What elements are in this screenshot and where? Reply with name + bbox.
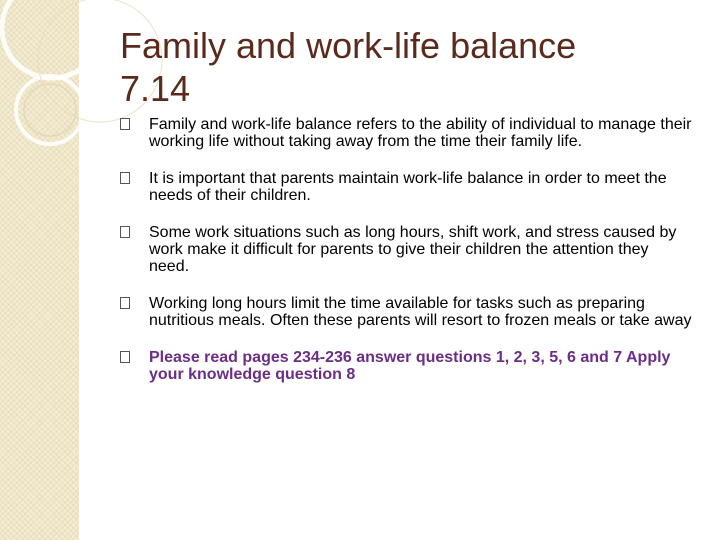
slide-title xyxy=(120,24,680,110)
bullet-list xyxy=(120,116,692,383)
bullet-marker-icon xyxy=(120,118,130,130)
slide-title-line1: Family and work-life balance xyxy=(120,25,577,66)
assignment-text: Please read pages 234-236 answer questions 1, 2, 3, 5, 6 and 7 Apply your knowledge question 8 xyxy=(149,349,671,383)
bullet-text: It is important that parents maintain work-life balance in order to meet the needs of their children. xyxy=(149,170,667,204)
bullet-marker-icon xyxy=(120,351,130,363)
bullet-text: Working long hours limit the time available for tasks such as preparing nutritious meals. Often these parents will resort to frozen meals or take away xyxy=(149,295,692,329)
bullet-marker-icon xyxy=(120,172,130,184)
bullet-marker-icon xyxy=(120,297,130,309)
bullet-text: Some work situations such as long hours, shift work, and stress caused by work make it difficult for parents to give their children the attention they need. xyxy=(149,224,677,275)
bullet-item-assignment xyxy=(120,349,692,383)
bullet-item xyxy=(120,224,692,275)
bullet-item xyxy=(120,295,692,329)
bullet-item xyxy=(120,170,692,204)
bullet-text: Family and work-life balance refers to the ability of individual to manage their working life without taking away from the time their family life. xyxy=(149,116,692,150)
bullet-item xyxy=(120,116,692,150)
slide-title-line2: 7.14 xyxy=(120,68,191,109)
bullet-marker-icon xyxy=(120,226,130,238)
